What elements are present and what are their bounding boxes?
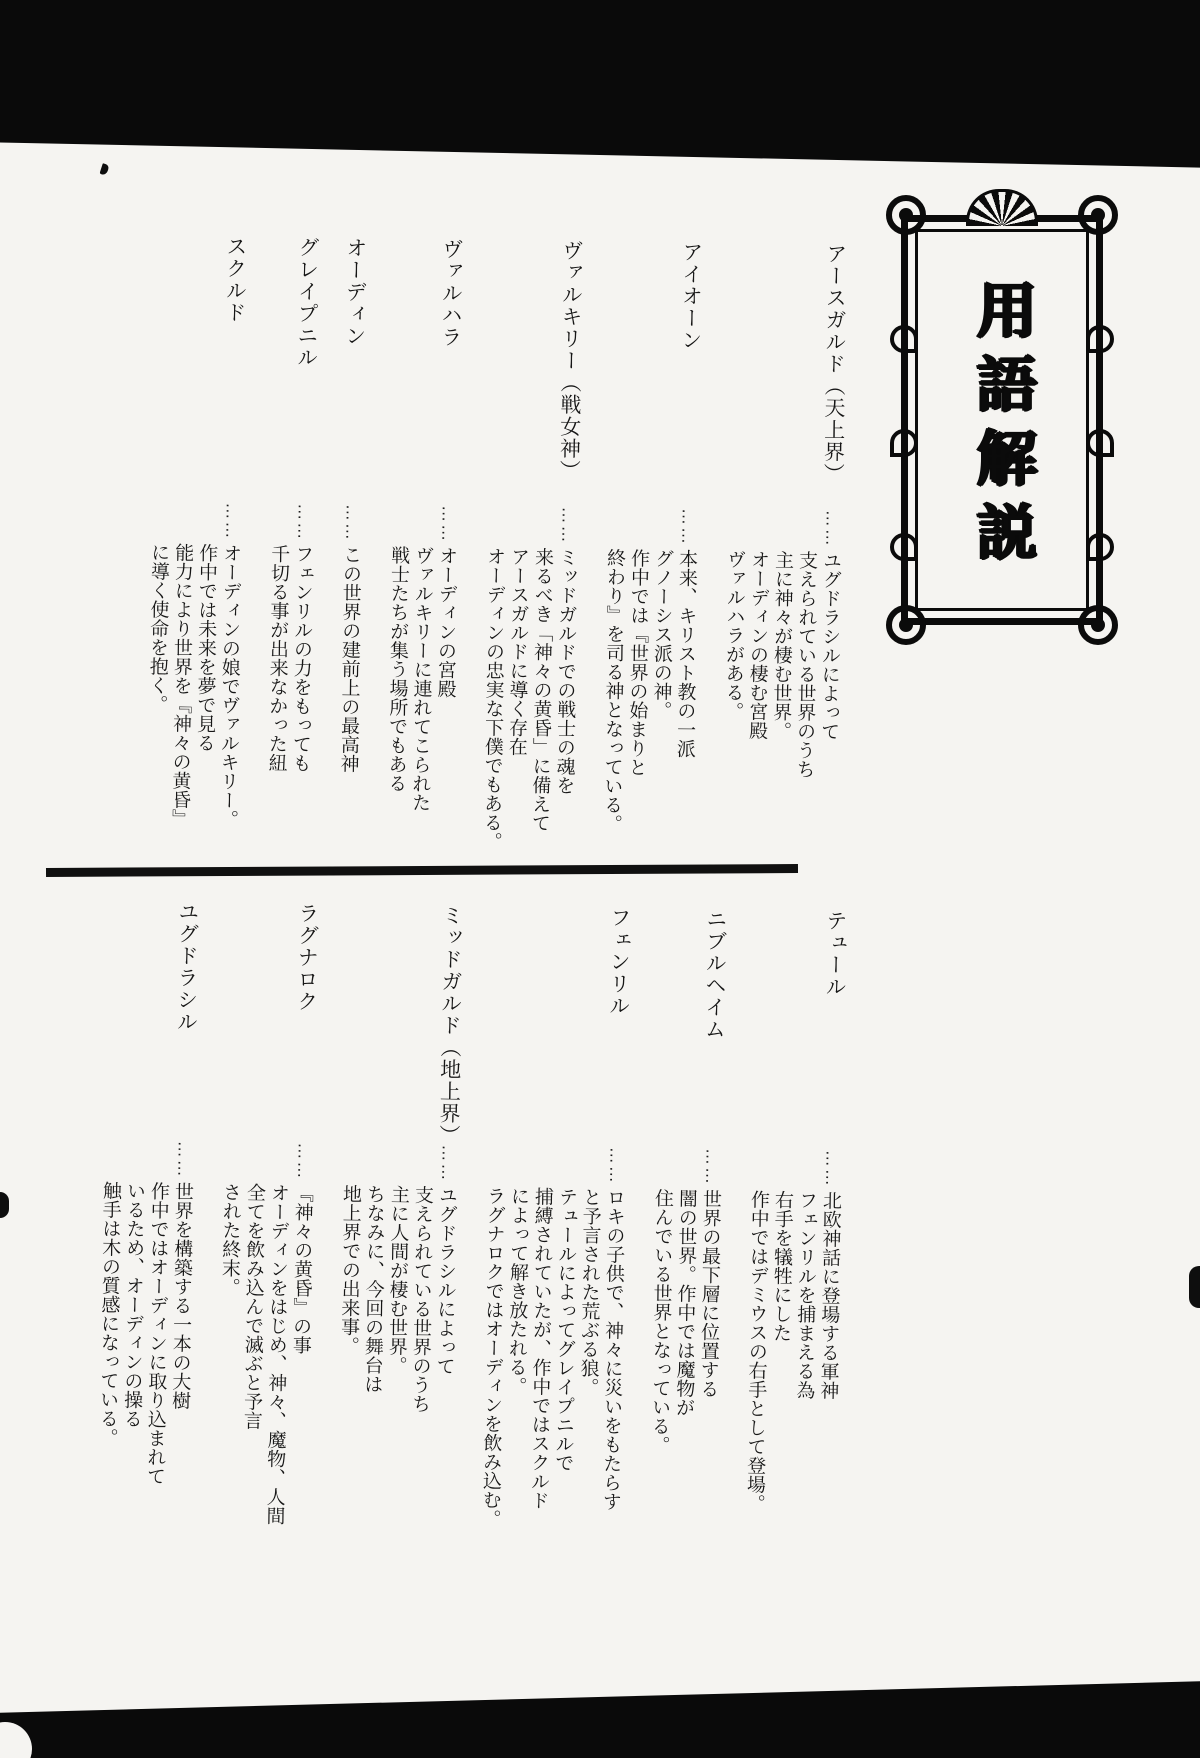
term-label: グレイプニル xyxy=(294,236,320,369)
term-label: ヴァルキリー（戦女神） xyxy=(557,239,584,482)
term-label: ユグドラシル xyxy=(174,900,200,1033)
term-leader-dots: …… xyxy=(438,505,458,544)
term-description: ユグドラシルによって 支えられている世界のうち 主に人間が棲む世界。 ちなみに、今回の舞台は 地上界での出来事。 xyxy=(337,1183,458,1414)
term-description: ミッドガルドでの戦士の魂を 来るべき「神々の黄昏」に備えて アースガルドに導く存在 オーディンの忠実な下僕でもある。 xyxy=(480,546,578,851)
term-description: オーディンの宮殿 ヴァルキリーに連れてこられた 戦士たちが集う場所でもある xyxy=(385,545,458,812)
term-description: フェンリルの力をもっても 千切る事が出来なかった紐 xyxy=(265,543,314,773)
term-column xyxy=(218,235,248,540)
term-description: ユグドラシルによって 支えられている世界のうち 主に神々が棲む世界。 オーディンの棲む宮殿 ヴァルハラがある。 xyxy=(722,549,842,779)
term-column xyxy=(818,910,848,1188)
glossary-section-bottom xyxy=(71,899,848,1560)
term-description: 『神々の黄昏』の事 オーディンをはじめ、神々、魔物、人間 全てを飲み込んで滅ぶと予言 された終末。 xyxy=(218,1182,314,1526)
term-column xyxy=(818,243,848,548)
glossary-section-top xyxy=(120,234,848,875)
term-label: テュール xyxy=(822,909,848,998)
term-leader-dots: …… xyxy=(294,1142,314,1181)
term-description: 世界を構築する一本の大樹 作中ではオーディンに取り込まれて いるため、オーディンの操る 触手は木の質感になっている。 xyxy=(96,1180,194,1486)
glossary-entry xyxy=(93,900,200,1551)
term-description: オーディンの娘でヴァルキリー。 作中では未来を夢で見る 能力により世界を『神々の黄昏』 に導く使命を抱く。 xyxy=(146,542,242,829)
ornate-title-frame xyxy=(893,203,1111,637)
term-column xyxy=(698,908,728,1186)
term-leader-dots: …… xyxy=(294,503,314,542)
glossary-entry xyxy=(262,236,320,869)
ink-speck xyxy=(99,163,109,176)
term-leader-dots: …… xyxy=(342,503,362,543)
page-title: 用語解説 xyxy=(969,279,1035,575)
ink-speck xyxy=(0,1192,9,1218)
term-column xyxy=(434,238,464,543)
term-column xyxy=(554,239,584,544)
term-leader-dots: …… xyxy=(606,1146,626,1185)
term-column xyxy=(290,236,320,541)
glossary-entry xyxy=(598,240,704,873)
term-leader-dots: …… xyxy=(174,1140,194,1179)
term-label: ミッドガルド（地上界） xyxy=(436,904,464,1147)
term-leader-dots: …… xyxy=(822,1149,842,1188)
term-description: この世界の建前上の最高神 xyxy=(337,544,362,774)
term-label: ニブルヘイム xyxy=(702,907,728,1041)
term-column xyxy=(602,907,632,1185)
term-label: アースガルド（天上界） xyxy=(821,242,848,485)
term-label: ヴァルハラ xyxy=(438,238,464,349)
glossary-entry xyxy=(645,907,728,1558)
scan-border-bottom xyxy=(0,1680,1200,1758)
scan-border-top xyxy=(0,0,1200,169)
term-label: フェンリル xyxy=(606,906,632,1017)
term-column xyxy=(290,902,320,1180)
term-leader-dots: …… xyxy=(678,507,698,547)
term-column xyxy=(170,901,200,1179)
term-description: 本来、キリスト教の一派 グノーシス派の神。 作中では『世界の始まりと 終わり』を司る神となっている。 xyxy=(600,548,698,834)
term-leader-dots: …… xyxy=(438,1144,458,1183)
glossary-entry xyxy=(477,905,632,1557)
term-leader-dots: …… xyxy=(558,506,578,545)
term-label: オーディン xyxy=(342,236,368,348)
term-leader-dots: …… xyxy=(702,1147,722,1187)
term-description: 世界の最下層に位置する 闇の世界。作中では魔物が 住んでいる世界となっている。 xyxy=(648,1188,722,1455)
glossary-entry xyxy=(478,239,584,872)
glossary-entry xyxy=(213,901,320,1552)
glossary-entry xyxy=(333,903,464,1555)
glossary-entry xyxy=(142,234,248,867)
term-description: 北欧神話に登場する軍神 フェンリルを捕まえる為 右手を犠牲にした 作中ではデミウスの右手として登場。 xyxy=(743,1189,842,1513)
term-label: アイオーン xyxy=(678,240,704,352)
glossary-entry xyxy=(741,909,848,1560)
term-leader-dots: …… xyxy=(822,509,842,548)
term-label: ラグナロク xyxy=(294,902,320,1013)
term-label: スクルド xyxy=(222,235,248,324)
term-column xyxy=(434,904,464,1182)
ink-speck xyxy=(1189,1266,1200,1308)
glossary-entry xyxy=(334,237,368,869)
glossary-entry xyxy=(718,242,848,875)
term-column xyxy=(674,241,704,546)
term-leader-dots: …… xyxy=(222,502,242,541)
term-description: ロキの子供で、神々に災いをもたらす と予言された荒ぶる狼。 テュールによってグレイプニルで 捕縛されていたが、作中ではスクルド によって解き放たれる。 ラグナロクではオーディンを飲み込む。 xyxy=(479,1185,626,1529)
term-column xyxy=(338,237,368,542)
glossary-entry xyxy=(382,237,464,870)
